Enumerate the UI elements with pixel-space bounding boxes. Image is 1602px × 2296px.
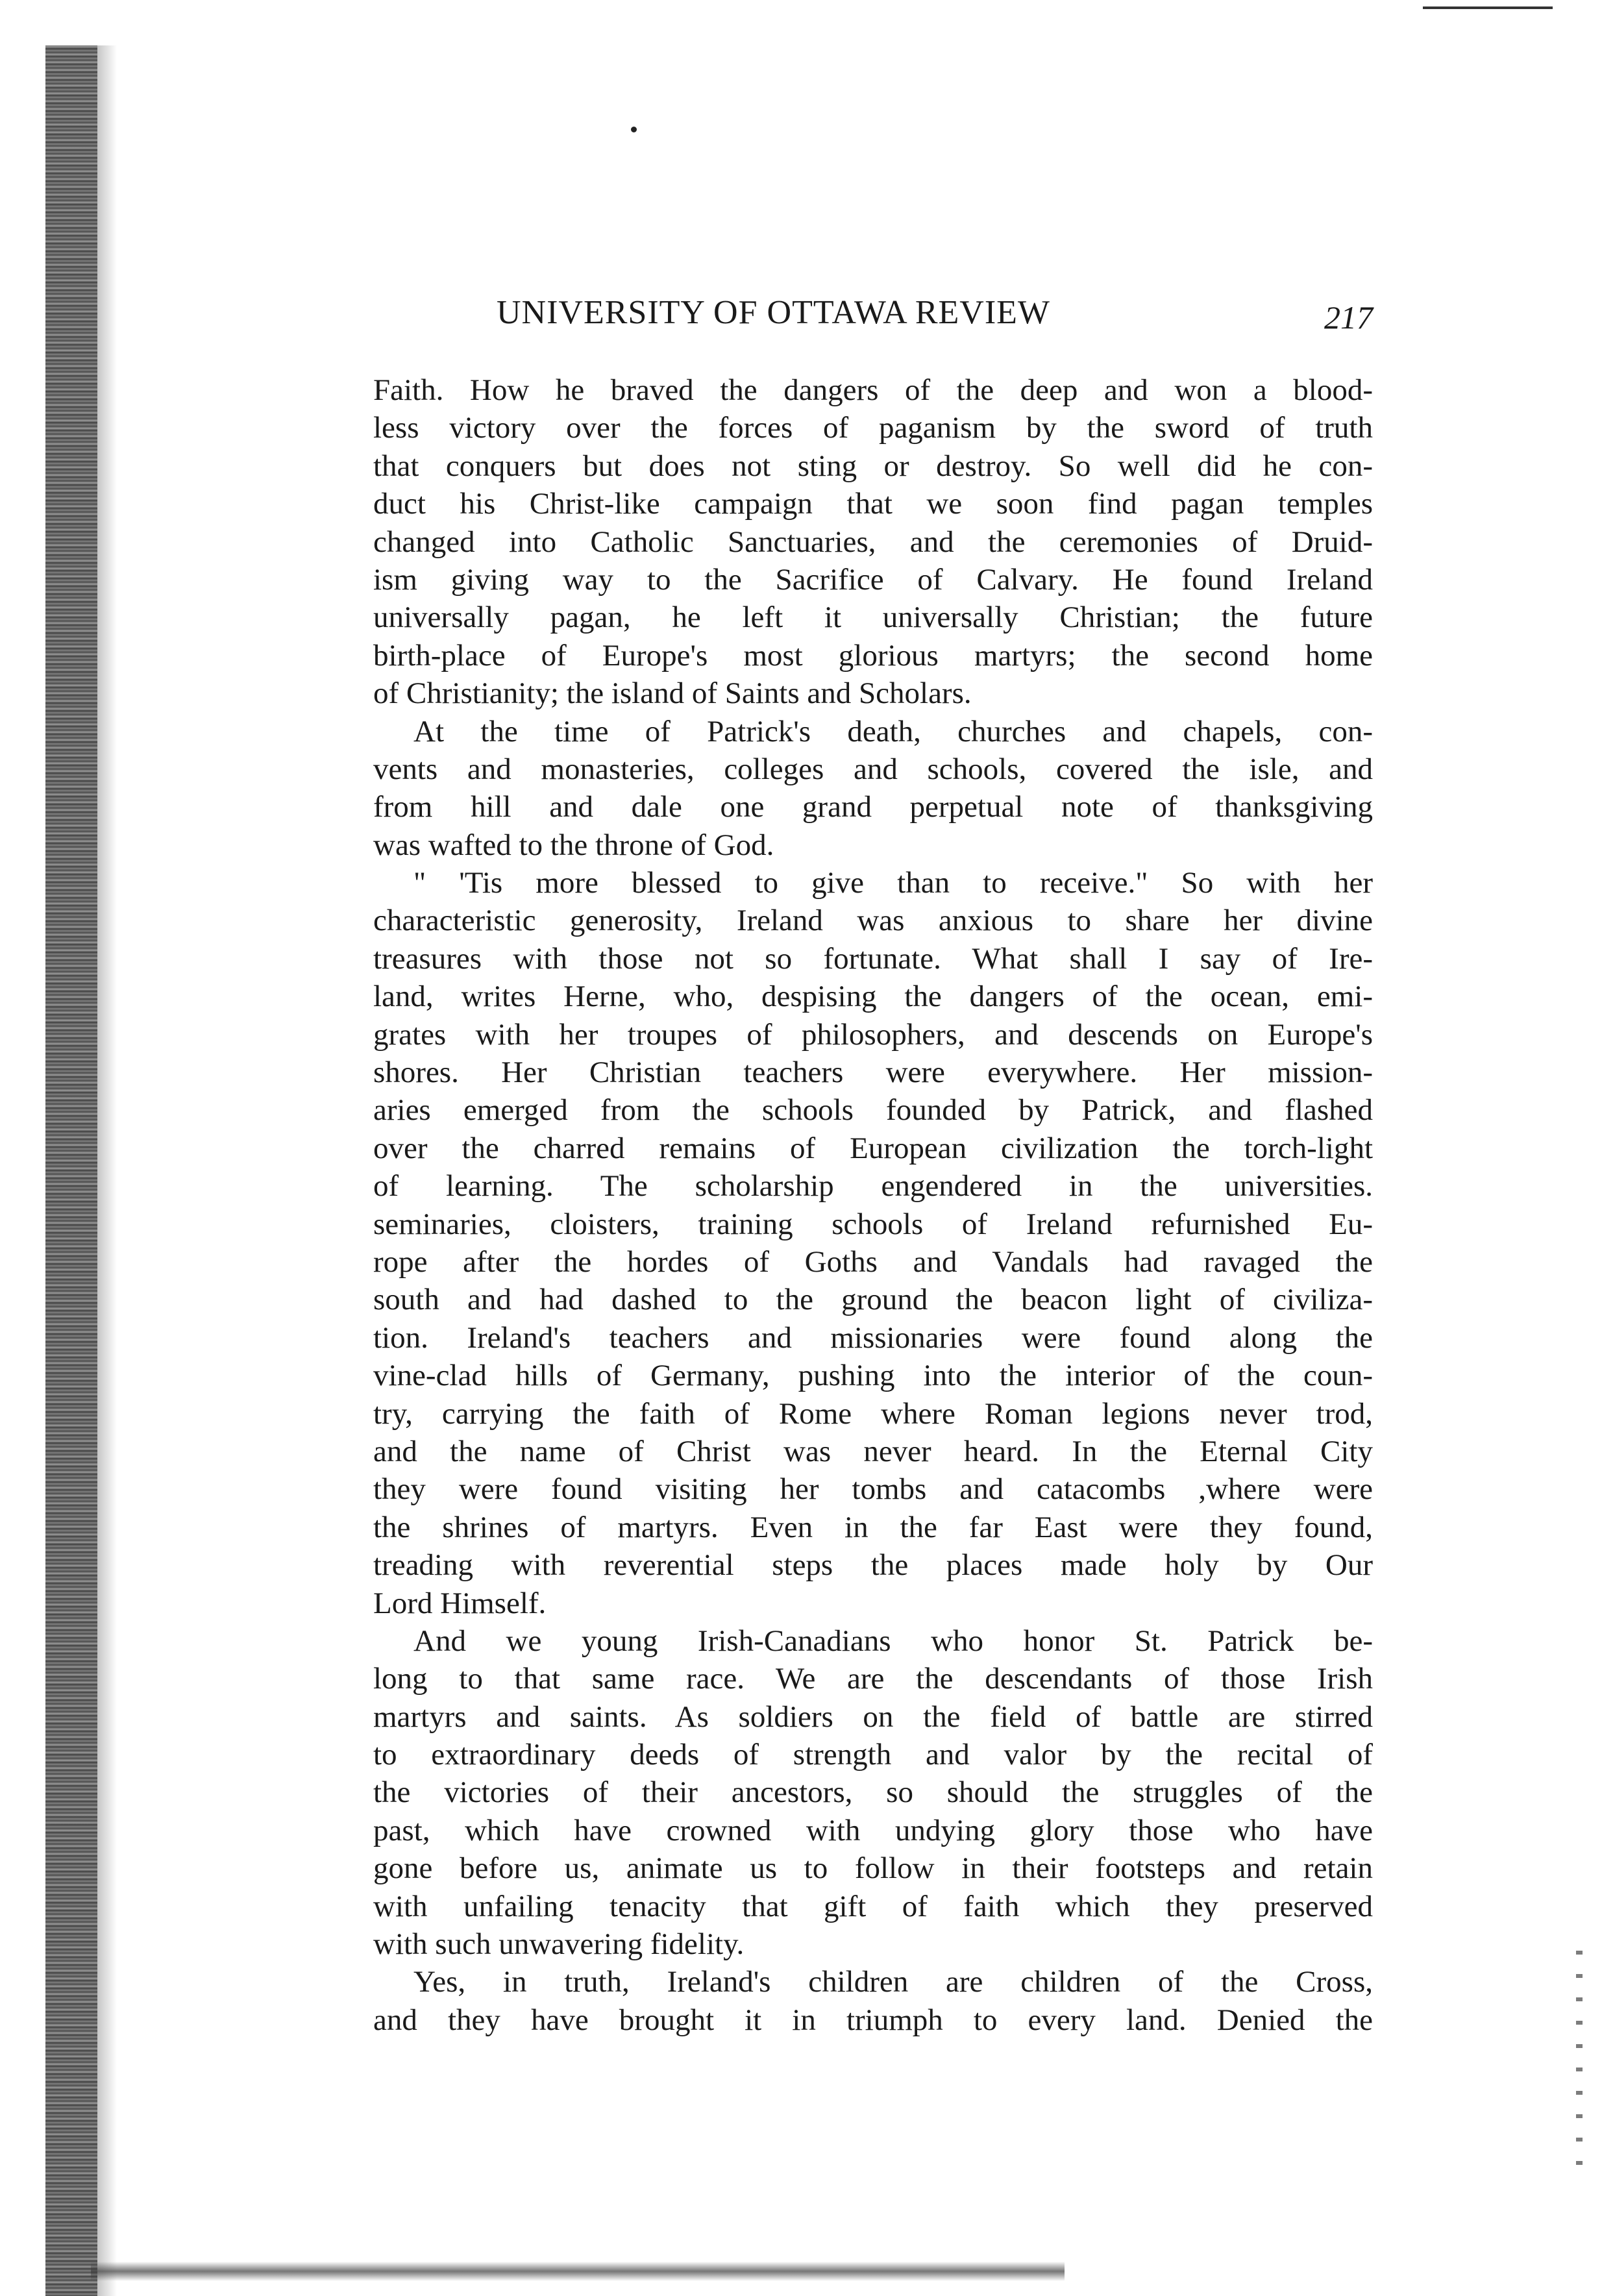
text-line: from hill and dale one grand perpetual note of thanksgiving — [373, 790, 1373, 824]
paragraph — [373, 864, 1373, 1622]
paragraph — [373, 1622, 1373, 1964]
text-line: Yes, in truth, Ireland's children are children of the Cross, — [413, 1965, 1373, 1999]
text-line: past, which have crowned with undying glory those who have — [373, 1813, 1373, 1847]
text-line: that conquers but does not sting or destroy. So well did he con- — [373, 449, 1373, 483]
text-line: universally pagan, he left it universally Christian; the future — [373, 600, 1373, 635]
text-line: and they have brought it in triumph to every land. Denied the — [373, 2003, 1373, 2037]
paragraph — [373, 371, 1373, 713]
running-head — [373, 293, 1373, 339]
text-line: try, carrying the faith of Rome where Roman legions never trod, — [373, 1396, 1373, 1431]
page-bottom-edge — [91, 2262, 1065, 2281]
text-line: rope after the hordes of Goths and Vandals had ravaged the — [373, 1244, 1373, 1279]
text-line: over the charred remains of European civilization the torch-light — [373, 1131, 1373, 1165]
text-line: long to that same race. We are the descendants of those Irish — [373, 1662, 1373, 1696]
text-line: south and had dashed to the ground the beacon light of civiliza- — [373, 1283, 1373, 1317]
text-line: Lord Himself. — [373, 1586, 547, 1620]
top-right-rule — [1423, 6, 1553, 9]
text-line: of learning. The scholarship engendered in the universities. — [373, 1169, 1373, 1204]
text-line: land, writes Herne, who, despising the dangers of the ocean, emi- — [373, 980, 1373, 1014]
page-binding-edge — [45, 45, 97, 2296]
binding-shadow — [97, 45, 117, 2296]
text-line: seminaries, cloisters, training schools of Ireland refurnished Eu- — [373, 1207, 1373, 1241]
text-line: Faith. How he braved the dangers of the deep and won a blood- — [373, 373, 1373, 407]
text-line: treading with reverential steps the places made holy by Our — [373, 1548, 1373, 1583]
text-line: vents and monasteries, colleges and schools, covered the isle, and — [373, 752, 1373, 786]
text-line: birth-place of Europe's most glorious martyrs; the second home — [373, 638, 1373, 673]
text-line: treasures with those not so fortunate. What shall I say of Ire- — [373, 941, 1373, 976]
page-number: 217 — [1324, 299, 1373, 336]
text-line: grates with her troupes of philosophers, and descends on Europe's — [373, 1017, 1373, 1052]
text-line: At the time of Patrick's death, churches and chapels, con- — [413, 714, 1373, 748]
text-line: And we young Irish-Canadians who honor St. Patrick be- — [413, 1623, 1373, 1658]
text-line: the shrines of martyrs. Even in the far East were they found, — [373, 1510, 1373, 1544]
text-line: tion. Ireland's teachers and missionaries were found along the — [373, 1320, 1373, 1355]
body-text — [373, 371, 1373, 2039]
text-line: with such unwavering fidelity. — [373, 1927, 745, 1962]
text-line: changed into Catholic Sanctuaries, and the ceremonies of Druid- — [373, 525, 1373, 559]
text-line: duct his Christ-like campaign that we soon find pagan temples — [373, 487, 1373, 521]
text-line: aries emerged from the schools founded by Patrick, and flashed — [373, 1093, 1373, 1128]
text-line: shores. Her Christian teachers were everywhere. Her mission- — [373, 1055, 1373, 1090]
text-line: gone before us, animate us to follow in their footsteps and retain — [373, 1851, 1373, 1886]
journal-title: UNIVERSITY OF OTTAWA REVIEW — [497, 294, 1050, 331]
paragraph — [373, 713, 1373, 865]
text-line: the victories of their ancestors, so should the struggles of the — [373, 1775, 1373, 1810]
text-line: with unfailing tenacity that gift of faith which they preserved — [373, 1889, 1373, 1923]
paragraph — [373, 1963, 1373, 2039]
text-line: was wafted to the throne of God. — [373, 828, 774, 862]
text-line: " 'Tis more blessed to give than to receive." So with her — [413, 866, 1373, 900]
text-line: to extraordinary deeds of strength and valor by the recital of — [373, 1738, 1373, 1772]
text-line: and the name of Christ was never heard. In the Eternal City — [373, 1434, 1373, 1468]
text-line: they were found visiting her tombs and catacombs ,where were — [373, 1472, 1373, 1507]
text-line: ism giving way to the Sacrifice of Calvary. He found Ireland — [373, 562, 1373, 597]
ink-spot — [631, 127, 637, 132]
text-line: of Christianity; the island of Saints and Scholars. — [373, 676, 972, 711]
text-line: characteristic generosity, Ireland was anxious to share her divine — [373, 904, 1373, 938]
text-line: vine-clad hills of Germany, pushing into the interior of the coun- — [373, 1359, 1373, 1393]
text-line: less victory over the forces of paganism by the sword of truth — [373, 411, 1373, 445]
margin-marks — [1576, 1951, 1583, 2171]
text-line: martyrs and saints. As soldiers on the field of battle are stirred — [373, 1699, 1373, 1734]
